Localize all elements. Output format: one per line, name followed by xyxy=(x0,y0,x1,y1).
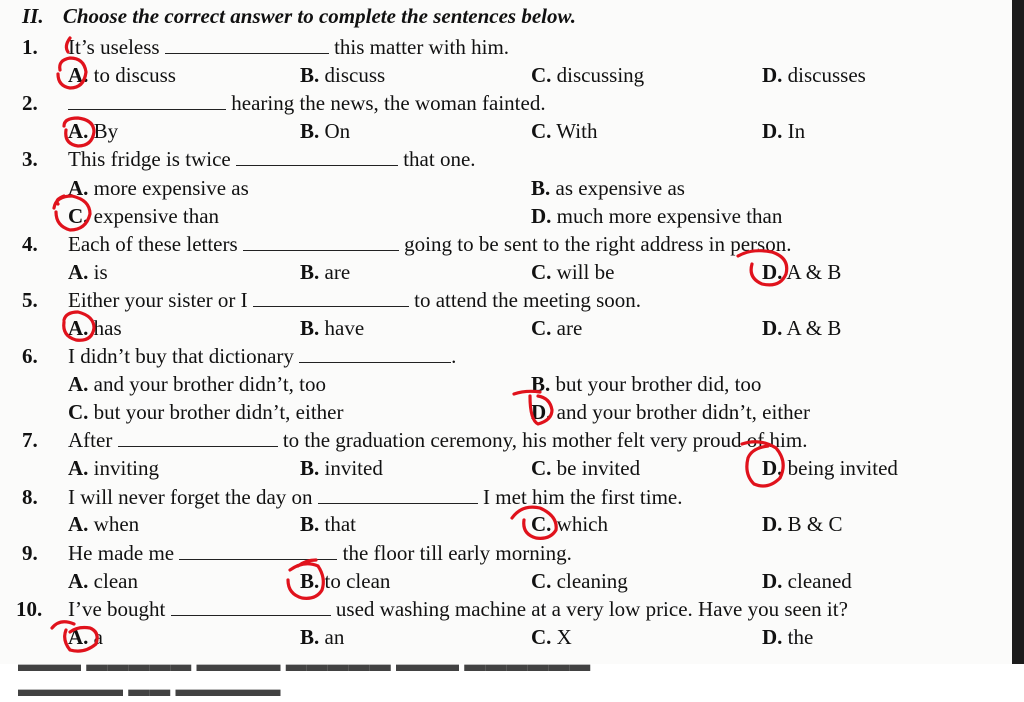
option-a: A. to discuss xyxy=(68,63,176,87)
question-stem xyxy=(68,147,476,171)
stem-after: going to be sent to the right address in person. xyxy=(404,232,792,256)
question-number: 5. xyxy=(22,288,38,312)
stem-after: that one. xyxy=(403,147,476,171)
question-stem xyxy=(68,428,807,452)
option-c: C. but your brother didn’t, either xyxy=(68,400,344,424)
option-a: A. and your brother didn’t, too xyxy=(68,372,326,396)
option-b: B. are xyxy=(300,260,351,284)
answer-blank xyxy=(318,485,478,504)
option-a: A. more expensive as xyxy=(68,176,249,200)
stem-before: It’s useless xyxy=(68,35,160,59)
stem-before: After xyxy=(68,428,113,452)
section-roman: II. xyxy=(22,4,44,28)
next-section-cutoff: ▬▬▬ ▬▬▬▬▬ ▬▬▬▬ ▬▬▬▬▬ ▬▬▬ ▬▬▬▬▬▬ ▬▬▬▬▬ ▬▬ ▬▬▬▬▬ xyxy=(18,652,591,701)
question-stem xyxy=(68,597,848,621)
stem-before: This fridge is twice xyxy=(68,147,231,171)
option-d: D. much more expensive than xyxy=(531,204,783,228)
question-stem xyxy=(68,91,546,115)
option-d: D. A & B xyxy=(762,316,842,340)
right-edge-shadow xyxy=(1012,0,1024,664)
question-stem xyxy=(68,344,456,368)
answer-blank xyxy=(236,147,398,166)
section-instruction: Choose the correct answer to complete the sentences below. xyxy=(62,4,576,28)
stem-after: this matter with him. xyxy=(334,35,510,59)
option-c: C. will be xyxy=(531,260,615,284)
answer-blank xyxy=(68,91,226,110)
question-number: 9. xyxy=(22,541,38,565)
answer-blank xyxy=(165,35,329,54)
question-number: 7. xyxy=(22,428,38,452)
question-stem xyxy=(68,232,791,256)
option-b: B. discuss xyxy=(300,63,386,87)
option-d: D. B & C xyxy=(762,512,843,536)
option-a: A. inviting xyxy=(68,456,160,480)
answer-blank xyxy=(171,597,331,616)
option-b: B. that xyxy=(300,512,357,536)
option-b: B. On xyxy=(300,119,351,143)
option-d: D. A & B xyxy=(762,260,842,284)
option-c: C. cleaning xyxy=(531,569,628,593)
question-stem xyxy=(68,485,683,509)
question-number: 6. xyxy=(22,344,38,368)
stem-after: used washing machine at a very low price. Have you seen it? xyxy=(335,597,848,621)
answer-blank xyxy=(243,232,399,251)
stem-after: I met him the first time. xyxy=(483,485,683,509)
option-a: A. is xyxy=(68,260,108,284)
stem-before: I will never forget the day on xyxy=(68,485,313,509)
option-b: B. an xyxy=(300,625,345,649)
option-c: C. which xyxy=(531,512,608,536)
option-b: B. have xyxy=(300,316,365,340)
option-a: A. a xyxy=(68,625,103,649)
stem-after: . xyxy=(451,344,457,368)
option-b: B. but your brother did, too xyxy=(531,372,762,396)
stem-before: He made me xyxy=(68,541,175,565)
option-d: D. discusses xyxy=(762,63,866,87)
option-a: A. has xyxy=(68,316,122,340)
option-c: C. are xyxy=(531,316,583,340)
question-number: 8. xyxy=(22,485,38,509)
option-d: D. cleaned xyxy=(762,569,852,593)
option-b: B. invited xyxy=(300,456,383,480)
option-d: D. and your brother didn’t, either xyxy=(531,400,810,424)
option-c: C. With xyxy=(531,119,598,143)
option-c: C. discussing xyxy=(531,63,645,87)
stem-after: hearing the news, the woman fainted. xyxy=(231,91,546,115)
question-number: 4. xyxy=(22,232,38,256)
option-a: A. By xyxy=(68,119,119,143)
question-number: 3. xyxy=(22,147,38,171)
answer-blank xyxy=(299,344,451,363)
option-c: C. X xyxy=(531,625,572,649)
option-d: D. being invited xyxy=(762,456,898,480)
stem-before: I’ve bought xyxy=(68,597,166,621)
option-a: A. when xyxy=(68,512,140,536)
stem-after: to attend the meeting soon. xyxy=(414,288,641,312)
question-number: 1. xyxy=(22,35,38,59)
stem-before: I didn’t buy that dictionary xyxy=(68,344,294,368)
option-a: A. clean xyxy=(68,569,138,593)
answer-blank xyxy=(253,288,409,307)
option-d: D. the xyxy=(762,625,814,649)
option-c: C. expensive than xyxy=(68,204,220,228)
stem-before: Either your sister or I xyxy=(68,288,248,312)
stem-after: the floor till early morning. xyxy=(342,541,572,565)
option-d: D. In xyxy=(762,119,806,143)
option-b: B. to clean xyxy=(300,569,391,593)
answer-blank xyxy=(179,541,337,560)
stem-before: Each of these letters xyxy=(68,232,238,256)
section-heading xyxy=(22,4,576,28)
question-number: 10. xyxy=(16,597,43,621)
option-c: C. be invited xyxy=(531,456,641,480)
option-b: B. as expensive as xyxy=(531,176,685,200)
stem-after: to the graduation ceremony, his mother felt very proud of him. xyxy=(282,428,808,452)
question-number: 2. xyxy=(22,91,38,115)
answer-blank xyxy=(118,428,278,447)
question-stem xyxy=(68,541,572,565)
question-stem xyxy=(68,35,509,59)
question-stem xyxy=(68,288,641,312)
